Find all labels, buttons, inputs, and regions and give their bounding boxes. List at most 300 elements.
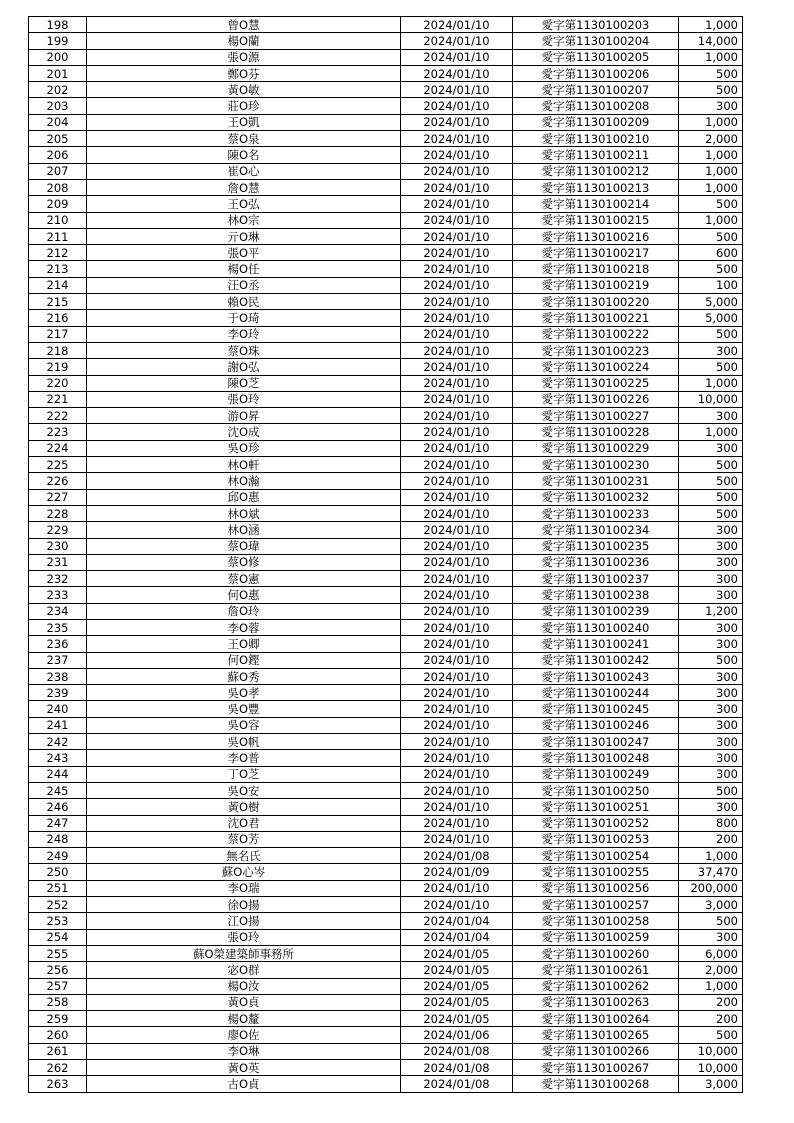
row-number: 212 bbox=[29, 245, 87, 261]
donation-amount: 5,000 bbox=[679, 294, 743, 310]
table-row bbox=[29, 652, 743, 668]
donation-date: 2024/01/06 bbox=[401, 1027, 513, 1043]
donation-amount: 10,000 bbox=[679, 1060, 743, 1076]
donation-date: 2024/01/08 bbox=[401, 848, 513, 864]
donation-date: 2024/01/08 bbox=[401, 1043, 513, 1059]
row-number: 230 bbox=[29, 538, 87, 554]
table-row bbox=[29, 799, 743, 815]
table-row bbox=[29, 717, 743, 733]
donor-name: 汪O丞 bbox=[87, 277, 401, 293]
table-row bbox=[29, 636, 743, 652]
donation-amount: 500 bbox=[679, 489, 743, 505]
donation-date: 2024/01/10 bbox=[401, 196, 513, 212]
donor-name: 何O惠 bbox=[87, 587, 401, 603]
row-number: 218 bbox=[29, 342, 87, 358]
row-number: 244 bbox=[29, 766, 87, 782]
row-number: 200 bbox=[29, 49, 87, 65]
row-number: 256 bbox=[29, 962, 87, 978]
donor-name: 崔O心 bbox=[87, 163, 401, 179]
donation-amount: 600 bbox=[679, 245, 743, 261]
receipt-number: 愛字第1130100245 bbox=[513, 701, 679, 717]
donation-date: 2024/01/10 bbox=[401, 473, 513, 489]
table-row bbox=[29, 179, 743, 195]
donation-date: 2024/01/10 bbox=[401, 668, 513, 684]
donor-name: 黃O敏 bbox=[87, 82, 401, 98]
row-number: 251 bbox=[29, 880, 87, 896]
table-row bbox=[29, 1043, 743, 1059]
donation-date: 2024/01/10 bbox=[401, 587, 513, 603]
donation-amount: 1,200 bbox=[679, 603, 743, 619]
receipt-number: 愛字第1130100242 bbox=[513, 652, 679, 668]
row-number: 258 bbox=[29, 994, 87, 1010]
receipt-number: 愛字第1130100209 bbox=[513, 114, 679, 130]
table-row bbox=[29, 929, 743, 945]
donor-name: 沈O君 bbox=[87, 815, 401, 831]
table-row bbox=[29, 962, 743, 978]
table-row bbox=[29, 994, 743, 1010]
table-row bbox=[29, 82, 743, 98]
donation-date: 2024/01/10 bbox=[401, 619, 513, 635]
row-number: 236 bbox=[29, 636, 87, 652]
receipt-number: 愛字第1130100233 bbox=[513, 505, 679, 521]
donor-name: 張O玲 bbox=[87, 929, 401, 945]
receipt-number: 愛字第1130100250 bbox=[513, 782, 679, 798]
row-number: 234 bbox=[29, 603, 87, 619]
donation-date: 2024/01/09 bbox=[401, 864, 513, 880]
row-number: 214 bbox=[29, 277, 87, 293]
donation-date: 2024/01/10 bbox=[401, 375, 513, 391]
donation-amount: 500 bbox=[679, 652, 743, 668]
donation-amount: 500 bbox=[679, 326, 743, 342]
donation-date: 2024/01/10 bbox=[401, 440, 513, 456]
donor-name: 宓O群 bbox=[87, 962, 401, 978]
donor-name: 林O宗 bbox=[87, 212, 401, 228]
receipt-number: 愛字第1130100203 bbox=[513, 17, 679, 33]
row-number: 201 bbox=[29, 65, 87, 81]
donation-amount: 200 bbox=[679, 831, 743, 847]
receipt-number: 愛字第1130100218 bbox=[513, 261, 679, 277]
table-row bbox=[29, 440, 743, 456]
row-number: 210 bbox=[29, 212, 87, 228]
receipt-number: 愛字第1130100247 bbox=[513, 734, 679, 750]
row-number: 238 bbox=[29, 668, 87, 684]
donation-amount: 5,000 bbox=[679, 310, 743, 326]
donor-name: 鄭O芬 bbox=[87, 65, 401, 81]
receipt-number: 愛字第1130100208 bbox=[513, 98, 679, 114]
donation-amount: 300 bbox=[679, 701, 743, 717]
donation-amount: 300 bbox=[679, 636, 743, 652]
donor-name: 游O昇 bbox=[87, 408, 401, 424]
table-row bbox=[29, 1076, 743, 1092]
table-row bbox=[29, 147, 743, 163]
donation-amount: 300 bbox=[679, 685, 743, 701]
donor-name: 古O貞 bbox=[87, 1076, 401, 1092]
row-number: 255 bbox=[29, 945, 87, 961]
donor-name: 蔡O芳 bbox=[87, 831, 401, 847]
donation-amount: 200,000 bbox=[679, 880, 743, 896]
row-number: 227 bbox=[29, 489, 87, 505]
receipt-number: 愛字第1130100226 bbox=[513, 391, 679, 407]
donation-date: 2024/01/10 bbox=[401, 831, 513, 847]
donation-table-body bbox=[29, 17, 743, 1093]
donation-amount: 37,470 bbox=[679, 864, 743, 880]
donation-amount: 6,000 bbox=[679, 945, 743, 961]
table-row bbox=[29, 65, 743, 81]
donation-date: 2024/01/10 bbox=[401, 636, 513, 652]
donor-name: 吳O帆 bbox=[87, 734, 401, 750]
donation-amount: 1,000 bbox=[679, 978, 743, 994]
receipt-number: 愛字第1130100238 bbox=[513, 587, 679, 603]
receipt-number: 愛字第1130100244 bbox=[513, 685, 679, 701]
donor-name: 曾O慧 bbox=[87, 17, 401, 33]
donation-date: 2024/01/08 bbox=[401, 1076, 513, 1092]
table-row bbox=[29, 522, 743, 538]
table-row bbox=[29, 196, 743, 212]
row-number: 221 bbox=[29, 391, 87, 407]
table-row bbox=[29, 163, 743, 179]
donor-name: 無名氏 bbox=[87, 848, 401, 864]
row-number: 245 bbox=[29, 782, 87, 798]
receipt-number: 愛字第1130100239 bbox=[513, 603, 679, 619]
donation-amount: 500 bbox=[679, 1027, 743, 1043]
donor-name: 李O普 bbox=[87, 750, 401, 766]
donation-amount: 200 bbox=[679, 994, 743, 1010]
donor-name: 林O涵 bbox=[87, 522, 401, 538]
donation-amount: 1,000 bbox=[679, 147, 743, 163]
donation-amount: 1,000 bbox=[679, 179, 743, 195]
table-row bbox=[29, 766, 743, 782]
donor-name: 蘇O榮建築師事務所 bbox=[87, 945, 401, 961]
row-number: 198 bbox=[29, 17, 87, 33]
receipt-number: 愛字第1130100220 bbox=[513, 294, 679, 310]
donor-name: 李O琳 bbox=[87, 1043, 401, 1059]
donor-name: 吳O容 bbox=[87, 717, 401, 733]
donation-amount: 14,000 bbox=[679, 33, 743, 49]
donation-amount: 2,000 bbox=[679, 131, 743, 147]
donation-date: 2024/01/05 bbox=[401, 945, 513, 961]
table-row bbox=[29, 310, 743, 326]
donation-amount: 1,000 bbox=[679, 848, 743, 864]
donation-date: 2024/01/10 bbox=[401, 310, 513, 326]
donation-amount: 300 bbox=[679, 587, 743, 603]
receipt-number: 愛字第1130100262 bbox=[513, 978, 679, 994]
receipt-number: 愛字第1130100225 bbox=[513, 375, 679, 391]
receipt-number: 愛字第1130100255 bbox=[513, 864, 679, 880]
row-number: 207 bbox=[29, 163, 87, 179]
donation-amount: 300 bbox=[679, 522, 743, 538]
donation-amount: 1,000 bbox=[679, 17, 743, 33]
donation-amount: 300 bbox=[679, 619, 743, 635]
table-row bbox=[29, 701, 743, 717]
table-row bbox=[29, 473, 743, 489]
row-number: 211 bbox=[29, 228, 87, 244]
donation-date: 2024/01/10 bbox=[401, 685, 513, 701]
receipt-number: 愛字第1130100236 bbox=[513, 554, 679, 570]
donor-name: 吳O安 bbox=[87, 782, 401, 798]
donor-name: 蔡O珠 bbox=[87, 342, 401, 358]
receipt-number: 愛字第1130100259 bbox=[513, 929, 679, 945]
donation-amount: 300 bbox=[679, 571, 743, 587]
table-row bbox=[29, 831, 743, 847]
donor-name: 江O揚 bbox=[87, 913, 401, 929]
donation-date: 2024/01/10 bbox=[401, 603, 513, 619]
donation-date: 2024/01/10 bbox=[401, 98, 513, 114]
donation-amount: 1,000 bbox=[679, 375, 743, 391]
donation-date: 2024/01/10 bbox=[401, 505, 513, 521]
donation-date: 2024/01/10 bbox=[401, 326, 513, 342]
donation-amount: 2,000 bbox=[679, 962, 743, 978]
table-row bbox=[29, 17, 743, 33]
donor-name: 賴O民 bbox=[87, 294, 401, 310]
donation-amount: 300 bbox=[679, 98, 743, 114]
table-row bbox=[29, 782, 743, 798]
row-number: 233 bbox=[29, 587, 87, 603]
receipt-number: 愛字第1130100246 bbox=[513, 717, 679, 733]
row-number: 237 bbox=[29, 652, 87, 668]
donation-date: 2024/01/10 bbox=[401, 65, 513, 81]
donor-name: 吳O豐 bbox=[87, 701, 401, 717]
table-row bbox=[29, 571, 743, 587]
donation-date: 2024/01/10 bbox=[401, 114, 513, 130]
table-row bbox=[29, 554, 743, 570]
row-number: 229 bbox=[29, 522, 87, 538]
donation-amount: 300 bbox=[679, 554, 743, 570]
row-number: 241 bbox=[29, 717, 87, 733]
donation-date: 2024/01/10 bbox=[401, 799, 513, 815]
receipt-number: 愛字第1130100229 bbox=[513, 440, 679, 456]
donation-date: 2024/01/10 bbox=[401, 82, 513, 98]
receipt-number: 愛字第1130100215 bbox=[513, 212, 679, 228]
donation-date: 2024/01/10 bbox=[401, 391, 513, 407]
table-row bbox=[29, 1027, 743, 1043]
receipt-number: 愛字第1130100254 bbox=[513, 848, 679, 864]
donation-date: 2024/01/10 bbox=[401, 228, 513, 244]
donor-name: 黃O貞 bbox=[87, 994, 401, 1010]
donation-date: 2024/01/04 bbox=[401, 929, 513, 945]
row-number: 246 bbox=[29, 799, 87, 815]
receipt-number: 愛字第1130100207 bbox=[513, 82, 679, 98]
receipt-number: 愛字第1130100214 bbox=[513, 196, 679, 212]
table-row bbox=[29, 114, 743, 130]
row-number: 243 bbox=[29, 750, 87, 766]
receipt-number: 愛字第1130100266 bbox=[513, 1043, 679, 1059]
donation-date: 2024/01/10 bbox=[401, 571, 513, 587]
row-number: 224 bbox=[29, 440, 87, 456]
donor-name: 林O斌 bbox=[87, 505, 401, 521]
row-number: 203 bbox=[29, 98, 87, 114]
row-number: 209 bbox=[29, 196, 87, 212]
table-row bbox=[29, 913, 743, 929]
table-row bbox=[29, 505, 743, 521]
table-row bbox=[29, 538, 743, 554]
donation-amount: 300 bbox=[679, 750, 743, 766]
table-row bbox=[29, 294, 743, 310]
table-row bbox=[29, 391, 743, 407]
row-number: 225 bbox=[29, 457, 87, 473]
table-row bbox=[29, 668, 743, 684]
receipt-number: 愛字第1130100223 bbox=[513, 342, 679, 358]
table-row bbox=[29, 375, 743, 391]
donor-name: 張O玲 bbox=[87, 391, 401, 407]
table-row bbox=[29, 98, 743, 114]
donation-amount: 500 bbox=[679, 473, 743, 489]
donation-amount: 300 bbox=[679, 668, 743, 684]
donation-amount: 300 bbox=[679, 766, 743, 782]
donation-date: 2024/01/10 bbox=[401, 17, 513, 33]
receipt-number: 愛字第1130100260 bbox=[513, 945, 679, 961]
receipt-number: 愛字第1130100240 bbox=[513, 619, 679, 635]
donation-date: 2024/01/10 bbox=[401, 131, 513, 147]
receipt-number: 愛字第1130100261 bbox=[513, 962, 679, 978]
donation-amount: 300 bbox=[679, 717, 743, 733]
donation-date: 2024/01/10 bbox=[401, 261, 513, 277]
donor-name: 于O琦 bbox=[87, 310, 401, 326]
receipt-number: 愛字第1130100253 bbox=[513, 831, 679, 847]
donor-name: 蔡O瑋 bbox=[87, 538, 401, 554]
receipt-number: 愛字第1130100235 bbox=[513, 538, 679, 554]
row-number: 202 bbox=[29, 82, 87, 98]
donation-date: 2024/01/10 bbox=[401, 408, 513, 424]
receipt-number: 愛字第1130100217 bbox=[513, 245, 679, 261]
receipt-number: 愛字第1130100219 bbox=[513, 277, 679, 293]
receipt-number: 愛字第1130100264 bbox=[513, 1011, 679, 1027]
donor-name: 王O卿 bbox=[87, 636, 401, 652]
table-row bbox=[29, 587, 743, 603]
table-row bbox=[29, 408, 743, 424]
donor-name: 李O玲 bbox=[87, 326, 401, 342]
table-row bbox=[29, 1060, 743, 1076]
receipt-number: 愛字第1130100243 bbox=[513, 668, 679, 684]
donor-name: 吳O珍 bbox=[87, 440, 401, 456]
receipt-number: 愛字第1130100241 bbox=[513, 636, 679, 652]
row-number: 253 bbox=[29, 913, 87, 929]
donor-name: 丁O芝 bbox=[87, 766, 401, 782]
receipt-number: 愛字第1130100228 bbox=[513, 424, 679, 440]
table-row bbox=[29, 978, 743, 994]
donation-amount: 1,000 bbox=[679, 212, 743, 228]
donor-name: 何O鏗 bbox=[87, 652, 401, 668]
receipt-number: 愛字第1130100224 bbox=[513, 359, 679, 375]
donor-name: 蔡O憲 bbox=[87, 571, 401, 587]
row-number: 239 bbox=[29, 685, 87, 701]
donation-date: 2024/01/10 bbox=[401, 815, 513, 831]
receipt-number: 愛字第1130100251 bbox=[513, 799, 679, 815]
table-row bbox=[29, 277, 743, 293]
donation-amount: 3,000 bbox=[679, 1076, 743, 1092]
table-row bbox=[29, 880, 743, 896]
donor-name: 詹O慧 bbox=[87, 179, 401, 195]
table-row bbox=[29, 212, 743, 228]
donor-name: 黃O樹 bbox=[87, 799, 401, 815]
donor-name: 楊O蘭 bbox=[87, 33, 401, 49]
donation-date: 2024/01/10 bbox=[401, 342, 513, 358]
table-row bbox=[29, 489, 743, 505]
donation-amount: 200 bbox=[679, 1011, 743, 1027]
donation-amount: 500 bbox=[679, 261, 743, 277]
receipt-number: 愛字第1130100227 bbox=[513, 408, 679, 424]
donor-name: 張O平 bbox=[87, 245, 401, 261]
receipt-number: 愛字第1130100210 bbox=[513, 131, 679, 147]
receipt-number: 愛字第1130100221 bbox=[513, 310, 679, 326]
table-row bbox=[29, 815, 743, 831]
receipt-number: 愛字第1130100258 bbox=[513, 913, 679, 929]
donor-name: 蔡O修 bbox=[87, 554, 401, 570]
donor-name: 黃O英 bbox=[87, 1060, 401, 1076]
receipt-number: 愛字第1130100265 bbox=[513, 1027, 679, 1043]
table-row bbox=[29, 619, 743, 635]
table-row bbox=[29, 750, 743, 766]
receipt-number: 愛字第1130100222 bbox=[513, 326, 679, 342]
donor-name: 廖O佐 bbox=[87, 1027, 401, 1043]
row-number: 228 bbox=[29, 505, 87, 521]
receipt-number: 愛字第1130100211 bbox=[513, 147, 679, 163]
donation-date: 2024/01/05 bbox=[401, 994, 513, 1010]
row-number: 247 bbox=[29, 815, 87, 831]
donation-amount: 300 bbox=[679, 734, 743, 750]
row-number: 220 bbox=[29, 375, 87, 391]
donor-name: 邱O惠 bbox=[87, 489, 401, 505]
donation-amount: 500 bbox=[679, 505, 743, 521]
donation-date: 2024/01/10 bbox=[401, 522, 513, 538]
row-number: 263 bbox=[29, 1076, 87, 1092]
donation-amount: 500 bbox=[679, 457, 743, 473]
row-number: 215 bbox=[29, 294, 87, 310]
table-row bbox=[29, 245, 743, 261]
row-number: 248 bbox=[29, 831, 87, 847]
row-number: 261 bbox=[29, 1043, 87, 1059]
donation-amount: 300 bbox=[679, 929, 743, 945]
row-number: 249 bbox=[29, 848, 87, 864]
donation-amount: 500 bbox=[679, 228, 743, 244]
donor-name: 張O源 bbox=[87, 49, 401, 65]
donation-date: 2024/01/10 bbox=[401, 880, 513, 896]
table-row bbox=[29, 261, 743, 277]
donation-date: 2024/01/10 bbox=[401, 277, 513, 293]
donor-name: 林O軒 bbox=[87, 457, 401, 473]
donation-date: 2024/01/05 bbox=[401, 1011, 513, 1027]
row-number: 254 bbox=[29, 929, 87, 945]
donation-date: 2024/01/10 bbox=[401, 734, 513, 750]
receipt-number: 愛字第1130100248 bbox=[513, 750, 679, 766]
receipt-number: 愛字第1130100257 bbox=[513, 897, 679, 913]
donation-date: 2024/01/10 bbox=[401, 652, 513, 668]
donation-date: 2024/01/10 bbox=[401, 782, 513, 798]
table-row bbox=[29, 685, 743, 701]
table-row bbox=[29, 603, 743, 619]
table-row bbox=[29, 1011, 743, 1027]
receipt-number: 愛字第1130100213 bbox=[513, 179, 679, 195]
table-row bbox=[29, 228, 743, 244]
donation-amount: 500 bbox=[679, 359, 743, 375]
receipt-number: 愛字第1130100249 bbox=[513, 766, 679, 782]
receipt-number: 愛字第1130100206 bbox=[513, 65, 679, 81]
donation-date: 2024/01/10 bbox=[401, 766, 513, 782]
table-row bbox=[29, 848, 743, 864]
donor-name: 蔡O泉 bbox=[87, 131, 401, 147]
donation-amount: 500 bbox=[679, 82, 743, 98]
receipt-number: 愛字第1130100216 bbox=[513, 228, 679, 244]
donation-amount: 500 bbox=[679, 782, 743, 798]
row-number: 208 bbox=[29, 179, 87, 195]
row-number: 250 bbox=[29, 864, 87, 880]
donor-name: 蘇O心岑 bbox=[87, 864, 401, 880]
donor-name: 李O蓉 bbox=[87, 619, 401, 635]
donation-date: 2024/01/10 bbox=[401, 457, 513, 473]
donation-amount: 1,000 bbox=[679, 424, 743, 440]
receipt-number: 愛字第1130100230 bbox=[513, 457, 679, 473]
donation-table bbox=[28, 16, 743, 1093]
donation-amount: 300 bbox=[679, 342, 743, 358]
